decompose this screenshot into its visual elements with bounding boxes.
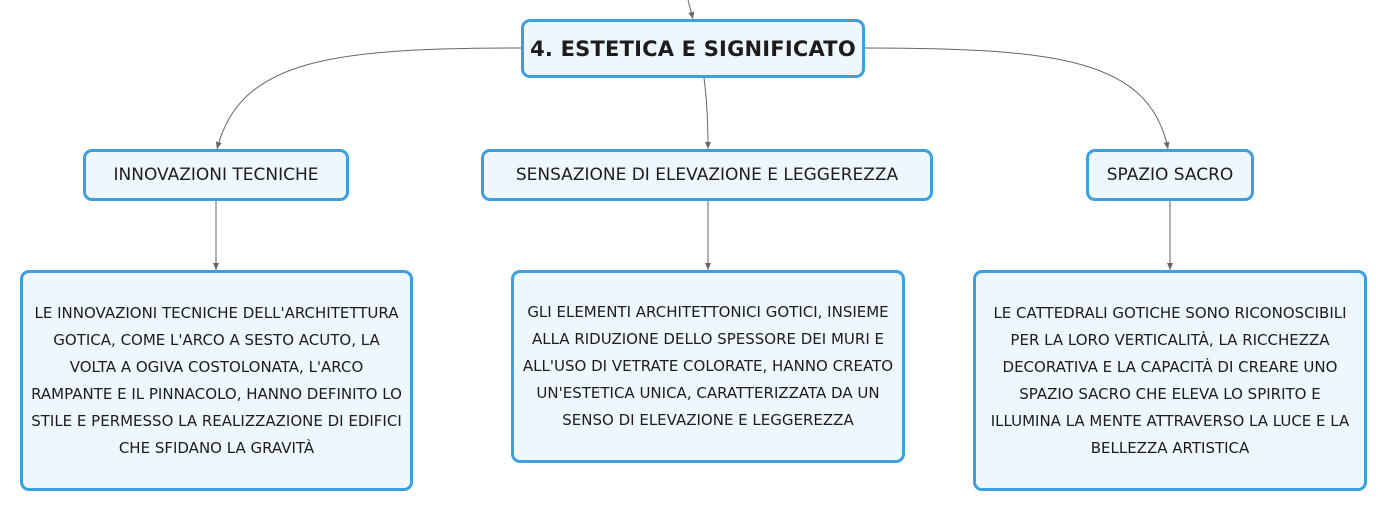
detail-node-innovazioni-tecniche[interactable] [20, 270, 413, 491]
topic-node-sensazione-elevazione[interactable] [481, 149, 933, 201]
connector-root-to-sensazione [704, 78, 708, 149]
topic-node-innovazioni-tecniche[interactable] [83, 149, 349, 201]
topic-node-spazio-sacro[interactable] [1086, 149, 1254, 201]
connector-root-to-spazio [865, 48, 1168, 149]
root-node[interactable] [521, 19, 865, 78]
detail-text: LE INNOVAZIONI TECNICHE DELL'ARCHITETTURA GOTICA, COME L'ARCO A SESTO ACUTO, LA VOLTA A OGIVA COSTOLONATA, L'ARCO RAMPANTE E IL PINNACOLO, HANNO DEFINITO LO STILE E PERMESSO LA REALIZZAZIONE DI EDIFICI CHE SFIDANO LA GRAVITÀ [31, 303, 402, 457]
detail-node-sensazione-elevazione[interactable] [511, 270, 905, 463]
detail-text: LE CATTEDRALI GOTICHE SONO RICONOSCIBILI PER LA LORO VERTICALITÀ, LA RICCHEZZA DECORATIVA E LA CAPACITÀ DI CREARE UNO SPAZIO SACRO CHE ELEVA LO SPIRITO E ILLUMINA LA MENTE ATTRAVERSO LA LUCE E LA BELLEZZA ARTISTICA [990, 303, 1350, 457]
connector-parent-to-root [688, 0, 693, 19]
topic-label: INNOVAZIONI TECNICHE [113, 165, 319, 185]
detail-node-spazio-sacro[interactable] [973, 270, 1367, 491]
topic-label: SENSAZIONE DI ELEVAZIONE E LEGGEREZZA [515, 165, 899, 185]
connector-root-to-innovazioni [217, 48, 521, 149]
root-node-label: 4. ESTETICA E SIGNIFICATO [530, 36, 856, 61]
detail-text: GLI ELEMENTI ARCHITETTONICI GOTICI, INSIEME ALLA RIDUZIONE DELLO SPESSORE DEI MURI E ALL'USO DI VETRATE COLORATE, HANNO CREATO UN'ESTETICA UNICA, CARATTERIZZATA DA UN SENSO DI ELEVAZIONE E LEGGEREZZA [522, 303, 894, 429]
topic-label: SPAZIO SACRO [1106, 165, 1234, 185]
